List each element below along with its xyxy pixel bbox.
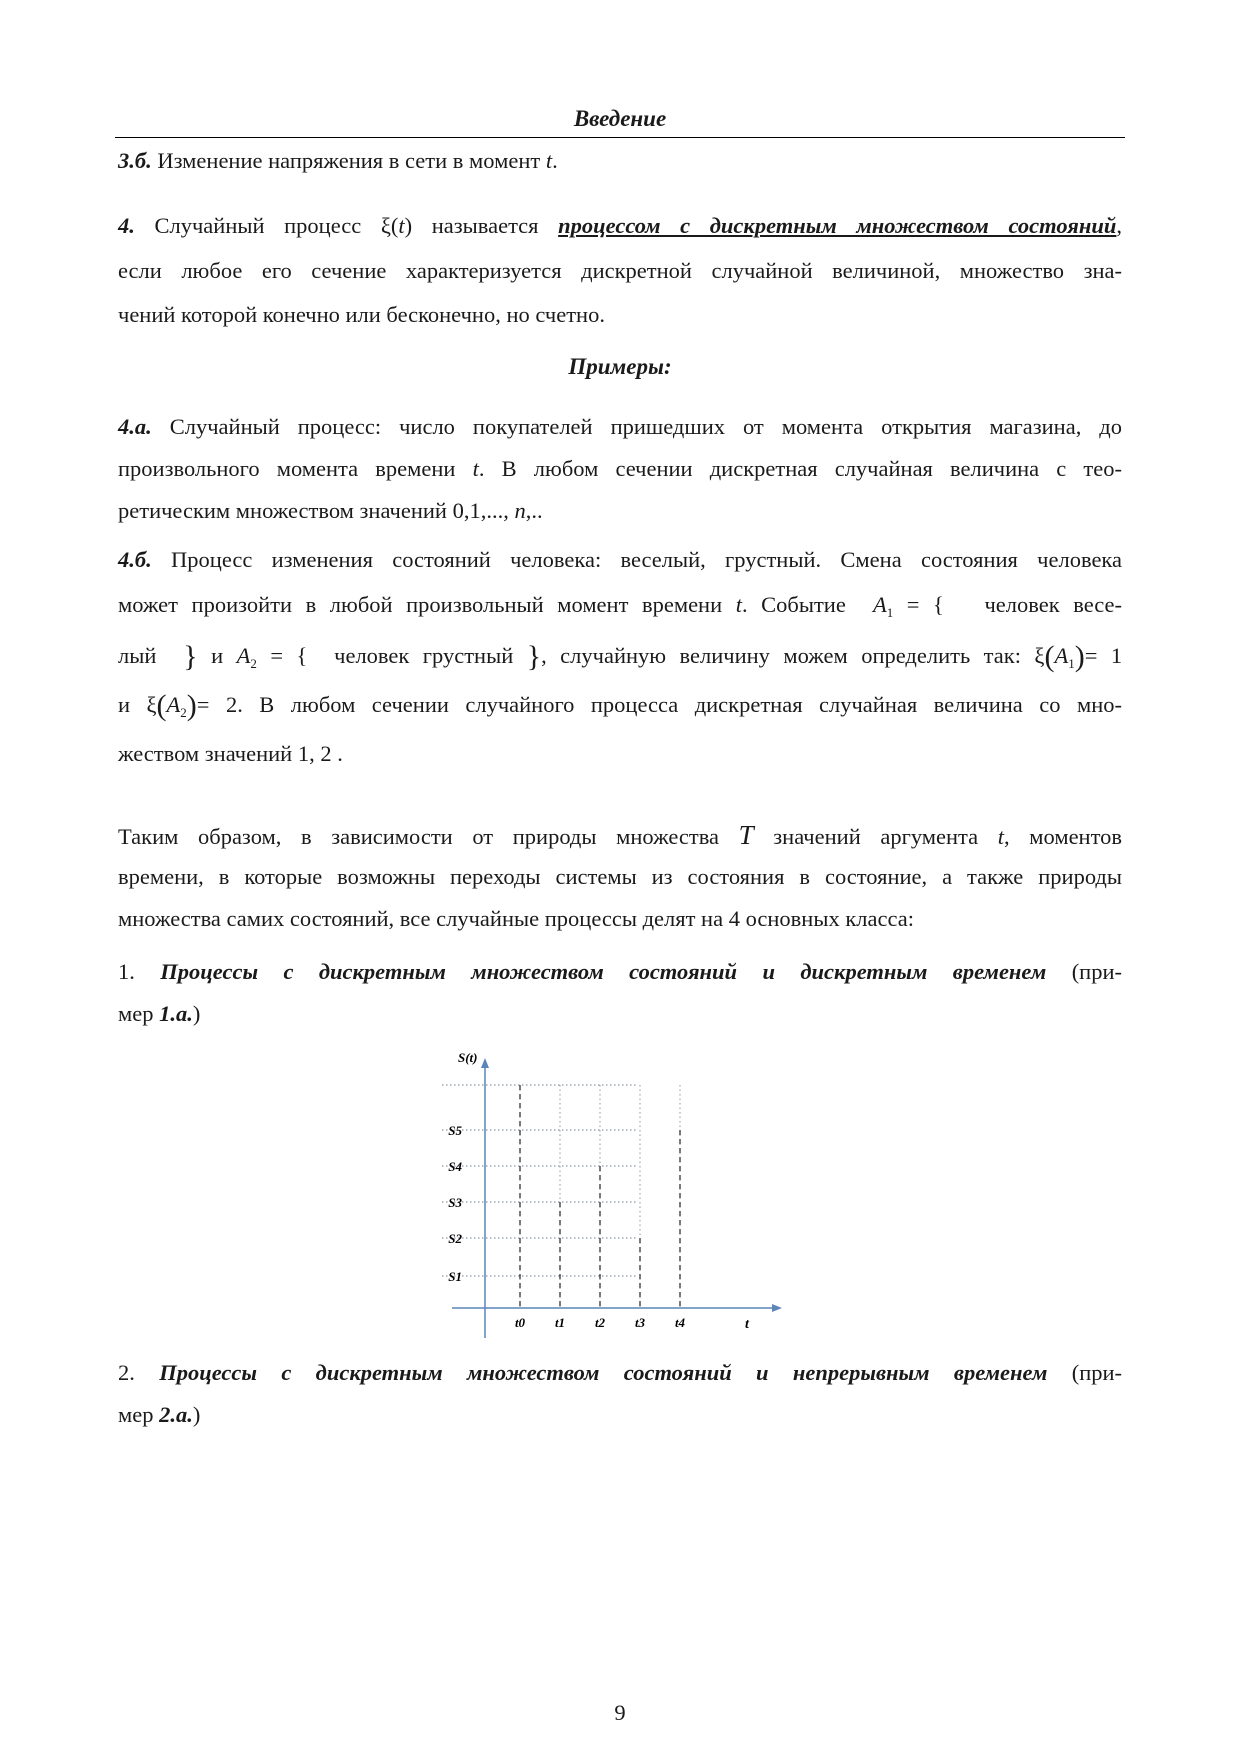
header-rule [115, 137, 1125, 138]
y-axis-arrow [481, 1058, 489, 1068]
examples-heading: Примеры: [568, 354, 672, 379]
x-tick-label-t2: t2 [594, 1315, 606, 1330]
term-discrete-states: процессом с дискретным множеством состояний [558, 213, 1117, 238]
paragraph-4-line3: чений которой конечно или бесконечно, но счетно. [118, 302, 605, 327]
y-axis-label: S(t) [458, 1050, 478, 1065]
summary-line2: времени, в которые возможны переходы системы из состояния в состояние, а также природы [118, 864, 1122, 889]
x-tick-label-t3: t3 [634, 1315, 646, 1330]
paragraph-4a-line2: произвольного момента времени t. В любом сечении дискретная случайная величина с тео- [118, 456, 1122, 481]
class2-line2: мер 2.а.) [118, 1402, 201, 1427]
paragraph-4-line1: 4. Случайный процесс ξ(t) называется процессом с дискретным множеством состояний, [118, 213, 1123, 238]
y-tick-label-S1: S1 [448, 1269, 462, 1284]
summary-line1: Таким образом, в зависимости от природы множества T значений аргумента t, моментов [118, 820, 1123, 850]
paragraph-4b-line4: и $\xi(A_2)= 2$. В любом сечении случайного процесса дискретная случайная величина со мно- [118, 689, 1122, 722]
class1-line1: 1. Процессы с дискретным множеством состояний и дискретным временем (при- [118, 959, 1123, 984]
paragraph-4b-line5: жеством значений 1, 2 . [118, 741, 343, 766]
x-tick-label-t1: t1 [554, 1315, 566, 1330]
y-tick-label-S4: S4 [448, 1159, 462, 1174]
class1-line2: мер 1.а.) [118, 1001, 201, 1026]
paragraph-3b: 3.б. Изменение напряжения в сети в момент t. [118, 148, 558, 173]
paragraph-4a-line3: ретическим множеством значений 0,1,..., n,.. [118, 498, 543, 523]
paragraph-4b-line2: может произойти в любой произвольный момент времени t. Событие $A_1$ = { человек весе- [118, 592, 1123, 620]
x-tick-label-t0: t0 [514, 1315, 526, 1330]
paragraph-4-line2: если любое его сечение характеризуется дискретной случайной величиной, множество зна- [118, 258, 1122, 283]
class2-line1: 2. Процессы с дискретным множеством состояний и непрерывным временем (при- [118, 1360, 1123, 1385]
y-tick-label-S2: S2 [448, 1231, 462, 1246]
x-tick-label-t4: t4 [674, 1315, 686, 1330]
summary-line3: множества самих состояний, все случайные процессы делят на 4 основных класса: [118, 906, 914, 931]
state-time-chart [440, 1040, 790, 1340]
y-tick-label-S3: S3 [448, 1195, 462, 1210]
paragraph-4b-line3: лый } и $A_2$ = { человек грустный }, случайную величину можем определить так: $\xi(A_1)= 1$ [118, 640, 1123, 673]
y-tick-label-S5: S5 [448, 1123, 462, 1138]
paragraph-4b-line1: 4.б. Процесс изменения состояний человека: веселый, грустный. Смена состояния человека [118, 547, 1123, 572]
page-number: 9 [614, 1700, 626, 1725]
running-header: Введение [573, 106, 667, 131]
paragraph-4a-line1: 4.а. Случайный процесс: число покупателей пришедших от момента открытия магазина, до [118, 414, 1123, 439]
x-axis-label: t [745, 1317, 749, 1332]
x-axis-arrow [772, 1304, 782, 1312]
